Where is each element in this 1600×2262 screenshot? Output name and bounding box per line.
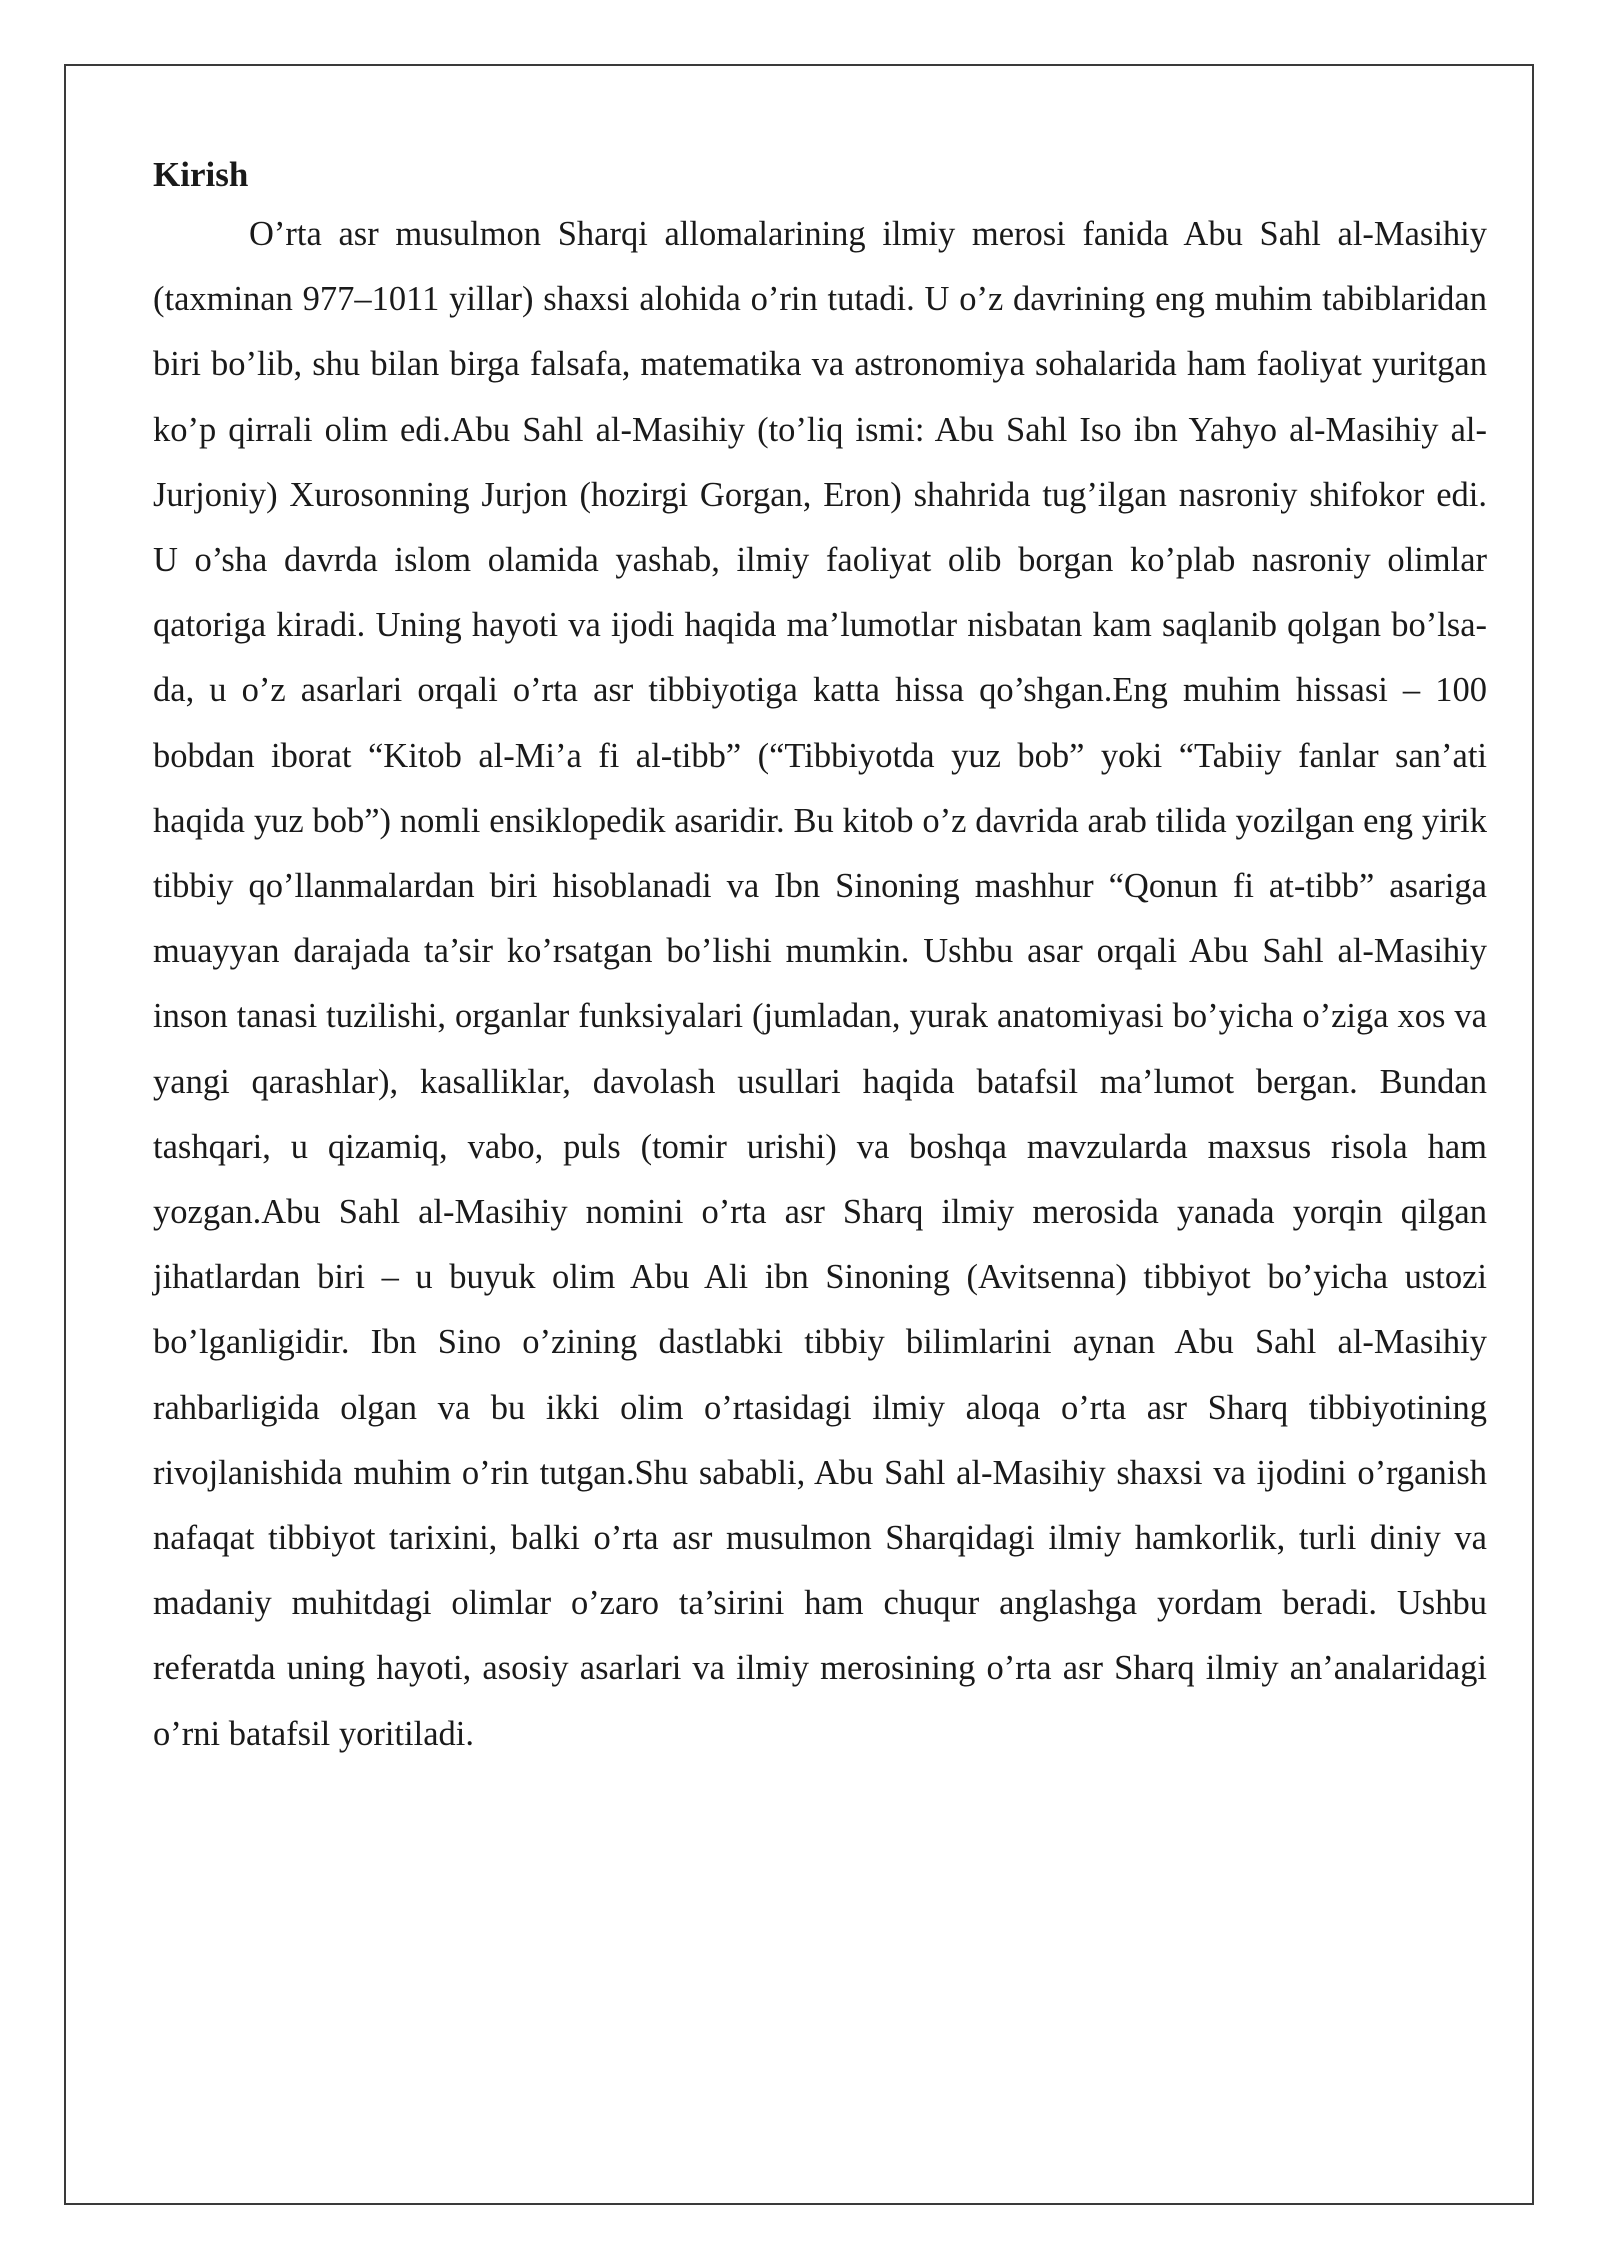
document-body	[153, 148, 1487, 1767]
body-paragraph: O’rta asr musulmon Sharqi allomalarining ilmiy merosi fanida Abu Sahl al-Masihiy (taxminan 977–1011 yillar) shaxsi alohida o’rin tutadi. U o’z davrining eng muhim tabiblaridan biri bo’lib, shu bilan birga falsafa, matematika va astronomiya sohalarida ham faoliyat yuritgan ko’p qirrali olim edi.Abu Sahl al-Masihiy (to’liq ismi: Abu Sahl Iso ibn Yahyo al-Masihiy al-Jurjoniy) Xurosonning Jurjon (hozirgi Gorgan, Eron) shahrida tug’ilgan nasroniy shifokor edi. U o’sha davrda islom olamida yashab, ilmiy faoliyat olib borgan ko’plab nasroniy olimlar qatoriga kiradi. Uning hayoti va ijodi haqida ma’lumotlar nisbatan kam saqlanib qolgan bo’lsa-da, u o’z asarlari orqali o’rta asr tibbiyotiga katta hissa qo’shgan.Eng muhim hissasi – 100 bobdan iborat “Kitob al-Mi’a fi al-tibb” (“Tibbiyotda yuz bob” yoki “Tabiiy fanlar san’ati haqida yuz bob”) nomli ensiklopedik asaridir. Bu kitob o’z davrida arab tilida yozilgan eng yirik tibbiy qo’llanmalardan biri hisoblanadi va Ibn Sinoning mashhur “Qonun fi at-tibb” asariga muayyan darajada ta’sir ko’rsatgan bo’lishi mumkin. Ushbu asar orqali Abu Sahl al-Masihiy inson tanasi tuzilishi, organlar funksiyalari (jumladan, yurak anatomiyasi bo’yicha o’ziga xos va yangi qarashlar), kasalliklar, davolash usullari haqida batafsil ma’lumot bergan. Bundan tashqari, u qizamiq, vabo, puls (tomir urishi) va boshqa mavzularda maxsus risola ham yozgan.Abu Sahl al-Masihiy nomini o’rta asr Sharq ilmiy merosida yanada yorqin qilgan jihatlardan biri – u buyuk olim Abu Ali ibn Sinoning (Avitsenna) tibbiyot bo’yicha ustozi bo’lganligidir. Ibn Sino o’zining dastlabki tibbiy bilimlarini aynan Abu Sahl al-Masihiy rahbarligida olgan va bu ikki olim o’rtasidagi ilmiy aloqa o’rta asr Sharq tibbiyotining rivojlanishida muhim o’rin tutgan.Shu sababli, Abu Sahl al-Masihiy shaxsi va ijodini o’rganish nafaqat tibbiyot tarixini, balki o’rta asr musulmon Sharqidagi ilmiy hamkorlik, turli diniy va madaniy muhitdagi olimlar o’zaro ta’sirini ham chuqur anglashga yordam beradi. Ushbu referatda uning hayoti, asosiy asarlari va ilmiy merosining o’rta asr Sharq ilmiy an’analaridagi o’rni batafsil yoritiladi.	[153, 215, 1487, 1753]
section-heading: Kirish	[153, 155, 249, 194]
